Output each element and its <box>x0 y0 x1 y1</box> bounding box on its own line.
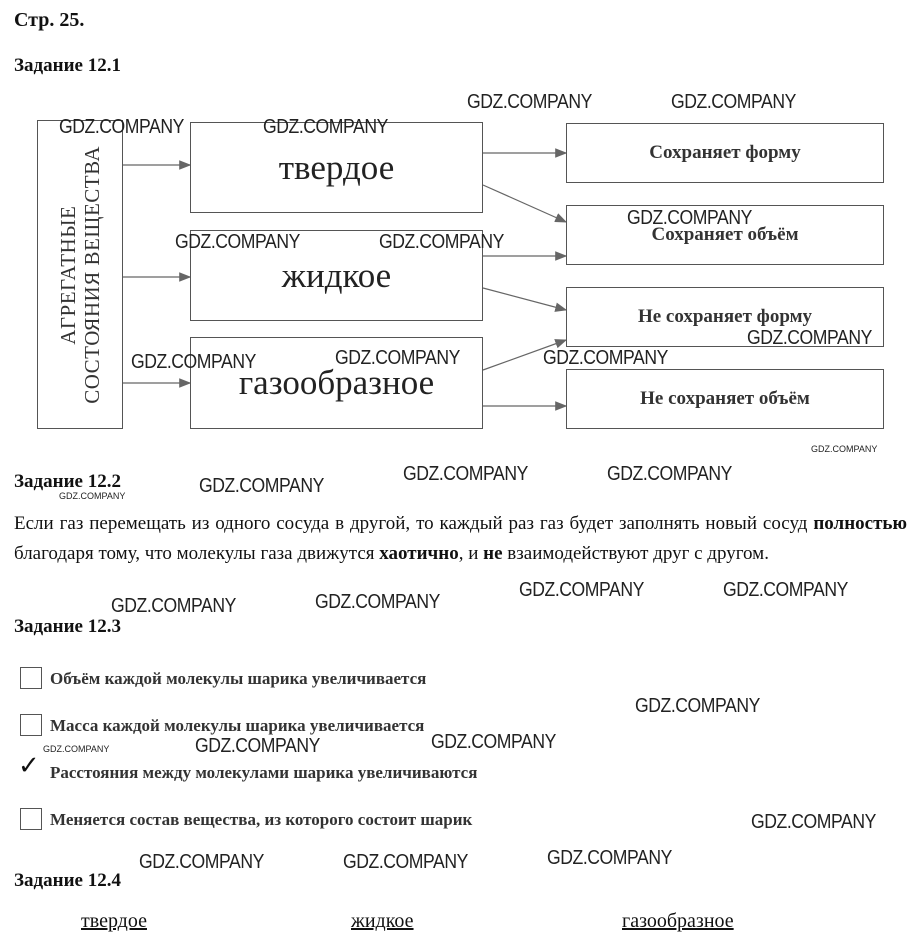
page-label: Стр. 25. <box>14 9 85 31</box>
watermark: GDZ.COMPANY <box>175 231 300 253</box>
watermark: GDZ.COMPANY <box>343 851 468 873</box>
watermark: GDZ.COMPANY <box>131 351 256 373</box>
arrow-liquid-loses-shape <box>483 288 566 310</box>
watermark: GDZ.COMPANY <box>543 347 668 369</box>
watermark: GDZ.COMPANY <box>263 116 388 138</box>
property-keeps-shape: Сохраняет форму <box>566 123 884 183</box>
watermark: GDZ.COMPANY <box>111 595 236 617</box>
category-box <box>37 120 123 429</box>
task-12-2-text-2: благодаря тому, что молекулы газа движутся <box>14 543 380 564</box>
answer-gas: газообразное <box>622 910 734 932</box>
checkbox-option-2[interactable] <box>20 714 42 736</box>
answer-not: не <box>483 543 503 564</box>
task-12-4-heading: Задание 12.4 <box>14 870 121 891</box>
watermark: GDZ.COMPANY <box>43 744 110 754</box>
watermark: GDZ.COMPANY <box>315 591 440 613</box>
watermark: GDZ.COMPANY <box>431 731 556 753</box>
watermark: GDZ.COMPANY <box>747 327 872 349</box>
watermark: GDZ.COMPANY <box>379 231 504 253</box>
watermark: GDZ.COMPANY <box>59 491 126 501</box>
watermark: GDZ.COMPANY <box>139 851 264 873</box>
checkbox-option-3[interactable] <box>18 751 42 783</box>
watermark: GDZ.COMPANY <box>547 847 672 869</box>
state-box-liquid: жидкое <box>190 230 483 321</box>
task-12-2-text-3: , и <box>458 543 484 564</box>
task-12-2-text-1: Если газ перемещать из одного сосуда в другой, то каждый раз газ будет заполнять новый сосуд <box>14 513 814 534</box>
option-4-label: Меняется состав вещества, из которого состоит шарик <box>50 810 473 829</box>
task-12-2-heading: Задание 12.2 <box>14 471 121 492</box>
watermark: GDZ.COMPANY <box>195 735 320 757</box>
property-loses-volume: Не сохраняет объём <box>566 369 884 429</box>
checkbox-option-4[interactable] <box>20 808 42 830</box>
checkbox-option-1[interactable] <box>20 667 42 689</box>
watermark: GDZ.COMPANY <box>467 91 592 113</box>
answer-chaotically: хаотично <box>379 543 459 564</box>
watermark: GDZ.COMPANY <box>59 116 184 138</box>
property-loses-shape: Не сохраняет форму <box>566 287 884 347</box>
task-12-2-text-4: взаимодействуют друг с другом. <box>502 543 769 564</box>
watermark: GDZ.COMPANY <box>403 463 528 485</box>
state-box-gas: газообразное <box>190 337 483 429</box>
watermark: GDZ.COMPANY <box>607 463 732 485</box>
arrow-solid-keeps-volume <box>483 185 566 222</box>
state-box-solid: твердое <box>190 122 483 213</box>
watermark: GDZ.COMPANY <box>671 91 796 113</box>
task-12-1-heading: Задание 12.1 <box>14 55 121 76</box>
watermark: GDZ.COMPANY <box>751 811 876 833</box>
watermark: GDZ.COMPANY <box>335 347 460 369</box>
option-2-label: Масса каждой молекулы шарика увеличивается <box>50 716 425 735</box>
watermark: GDZ.COMPANY <box>635 695 760 717</box>
watermark: GDZ.COMPANY <box>627 207 752 229</box>
watermark: GDZ.COMPANY <box>811 444 878 454</box>
watermark: GDZ.COMPANY <box>199 475 324 497</box>
watermark: GDZ.COMPANY <box>519 579 644 601</box>
category-label: АГРЕГАТНЫЕ СОСТОЯНИЯ ВЕЩЕСТВА <box>56 145 104 404</box>
watermark: GDZ.COMPANY <box>723 579 848 601</box>
option-3-label: Расстояния между молекулами шарика увеличиваются <box>50 763 478 782</box>
option-1-label: Объём каждой молекулы шарика увеличивается <box>50 669 427 688</box>
task-12-2-paragraph <box>14 509 907 569</box>
answer-solid: твердое <box>81 910 147 932</box>
answer-liquid: жидкое <box>351 910 414 932</box>
answer-fully: полностью <box>813 513 907 534</box>
property-keeps-volume: Сохраняет объём <box>566 205 884 265</box>
task-12-3-heading: Задание 12.3 <box>14 616 121 637</box>
checkmark-icon: ✓ <box>18 751 40 781</box>
